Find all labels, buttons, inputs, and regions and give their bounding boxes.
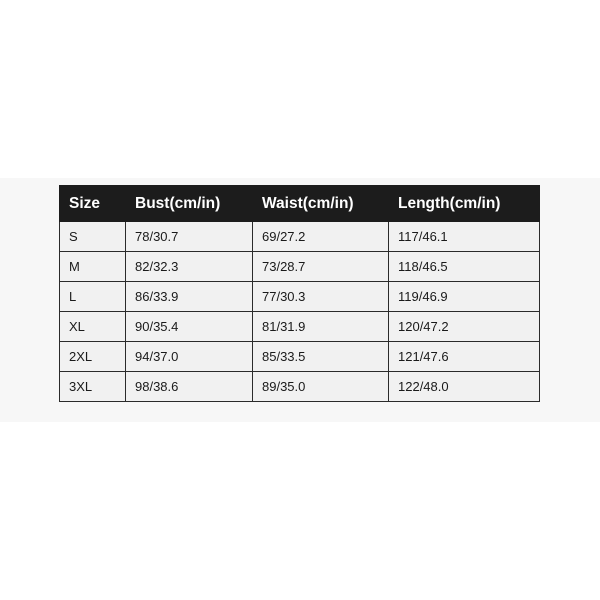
header-row: [60, 186, 540, 222]
cell-waist: 85/33.5: [253, 342, 389, 372]
table-row: [60, 312, 540, 342]
table-row: [60, 252, 540, 282]
cell-size: M: [60, 252, 126, 282]
table-row: [60, 222, 540, 252]
cell-bust: 78/30.7: [126, 222, 253, 252]
cell-length: 121/47.6: [389, 342, 540, 372]
size-chart-table: [59, 185, 540, 402]
cell-waist: 73/28.7: [253, 252, 389, 282]
table-body: [60, 222, 540, 402]
cell-waist: 89/35.0: [253, 372, 389, 402]
table-row: [60, 282, 540, 312]
cell-size: XL: [60, 312, 126, 342]
cell-length: 119/46.9: [389, 282, 540, 312]
cell-bust: 94/37.0: [126, 342, 253, 372]
header-waist: Waist(cm/in): [253, 186, 389, 222]
cell-bust: 86/33.9: [126, 282, 253, 312]
cell-waist: 81/31.9: [253, 312, 389, 342]
header-size: Size: [60, 186, 126, 222]
cell-length: 117/46.1: [389, 222, 540, 252]
cell-size: S: [60, 222, 126, 252]
cell-length: 118/46.5: [389, 252, 540, 282]
cell-waist: 77/30.3: [253, 282, 389, 312]
cell-length: 122/48.0: [389, 372, 540, 402]
cell-size: 2XL: [60, 342, 126, 372]
cell-bust: 82/32.3: [126, 252, 253, 282]
header-bust: Bust(cm/in): [126, 186, 253, 222]
table-row: [60, 342, 540, 372]
table-header: [60, 186, 540, 222]
header-length: Length(cm/in): [389, 186, 540, 222]
cell-bust: 90/35.4: [126, 312, 253, 342]
cell-size: L: [60, 282, 126, 312]
cell-size: 3XL: [60, 372, 126, 402]
cell-bust: 98/38.6: [126, 372, 253, 402]
table-row: [60, 372, 540, 402]
cell-length: 120/47.2: [389, 312, 540, 342]
cell-waist: 69/27.2: [253, 222, 389, 252]
